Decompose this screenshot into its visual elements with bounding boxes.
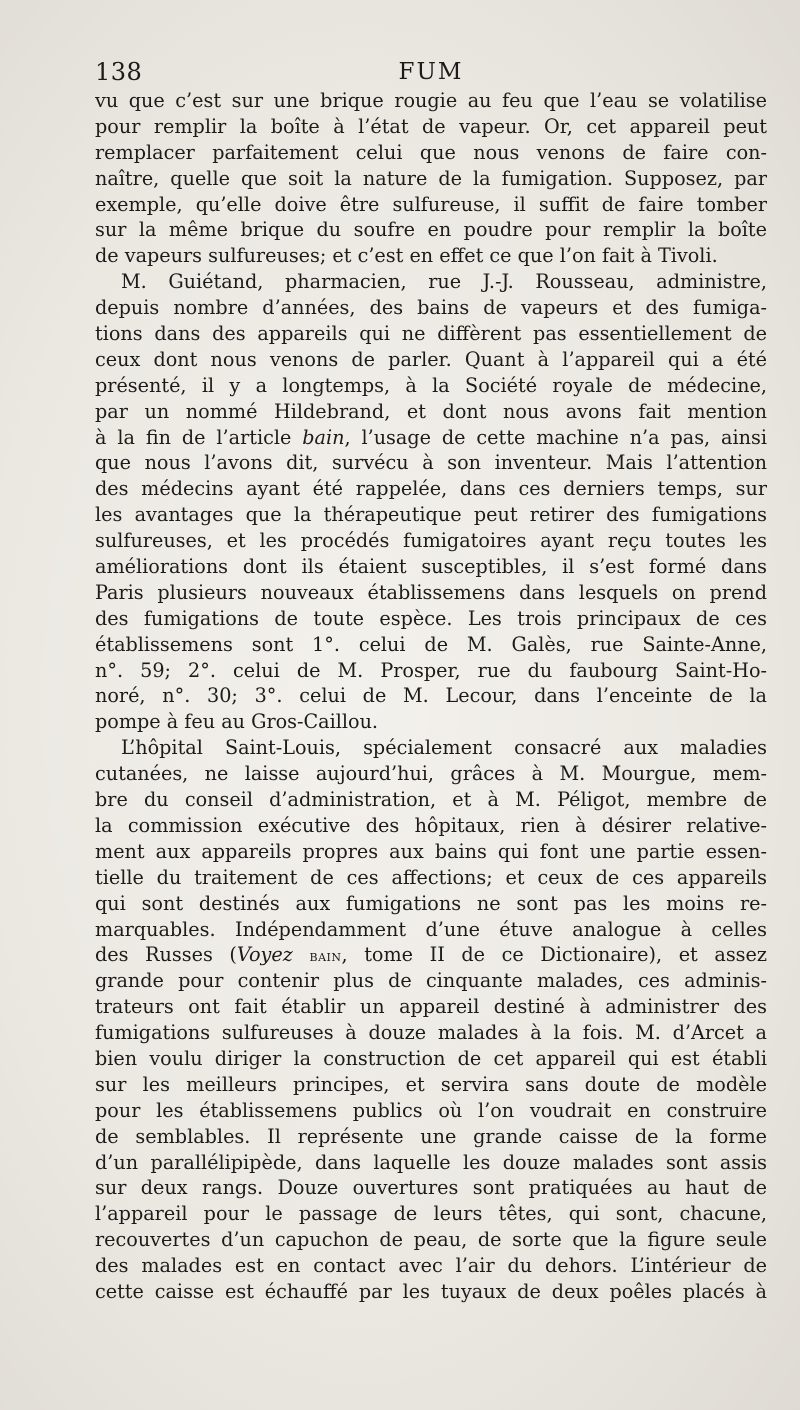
line-text: établissemens sont 1°. celui de M. Galès, rue Sainte-Anne, [95, 632, 767, 656]
text-line [95, 502, 767, 528]
body-text [95, 88, 767, 1305]
text-line [95, 994, 767, 1020]
italic-term: Voyez [236, 943, 293, 967]
line-text: , l’usage de cette machine n’a pas, ainsi [344, 425, 767, 449]
line-text: à la fin de l’article [95, 425, 303, 449]
line-text: sur les meilleurs principes, et servira sans doute de modèle [95, 1072, 767, 1096]
text-line [95, 476, 767, 502]
text-line [95, 1201, 767, 1227]
text-line [95, 166, 767, 192]
line-text: présenté, il y a longtemps, à la Société royale de médecine, [95, 373, 767, 397]
text-line [95, 114, 767, 140]
text-line [95, 140, 767, 166]
text-line [95, 528, 767, 554]
line-text: sur la même brique du soufre en poudre pour remplir la boîte [95, 218, 767, 242]
line-text: pompe à feu au Gros-Caillou. [95, 710, 379, 734]
text-line [95, 88, 767, 114]
text-line [95, 683, 767, 709]
line-text: L’hôpital Saint-Louis, spécialement consacré aux maladies [121, 736, 767, 760]
line-text: exemple, qu’elle doive être sulfureuse, il suffit de faire tomber [95, 192, 767, 216]
text-line [95, 1072, 767, 1098]
line-text: marquables. Indépendamment d’une étuve analogue à celles [95, 917, 767, 941]
text-line [95, 399, 767, 425]
line-text: de semblables. Il représente une grande caisse de la forme [95, 1124, 767, 1148]
text-line [95, 632, 767, 658]
text-line [95, 813, 767, 839]
text-line [95, 554, 767, 580]
line-text: grande pour contenir plus de cinquante malades, ces adminis- [95, 969, 767, 993]
line-text: ment aux appareils propres aux bains qui font une partie essen- [95, 839, 767, 863]
text-line [95, 1046, 767, 1072]
text-line [95, 1279, 767, 1305]
text-line [95, 1253, 767, 1279]
text-line [95, 658, 767, 684]
text-line [95, 347, 767, 373]
line-text: des malades est en contact avec l’air du dehors. L’intérieur de [95, 1254, 767, 1278]
line-text: , tome II de ce Dictionaire), et assez [341, 943, 767, 967]
line-text: sur deux rangs. Douze ouvertures sont pratiquées au haut de [95, 1176, 767, 1200]
line-text: l’appareil pour le passage de leurs têtes, qui sont, chacune, [95, 1202, 767, 1226]
line-text: bien voulu diriger la construction de cet appareil qui est établi [95, 1046, 767, 1070]
text-line [95, 735, 767, 761]
text-line [95, 709, 767, 735]
line-text: naître, quelle que soit la nature de la fumigation. Supposez, par [95, 166, 767, 190]
line-text: améliorations dont ils étaient susceptibles, il s’est formé dans [95, 555, 767, 579]
smallcaps-term: bain [309, 946, 342, 966]
line-text: la commission exécutive des hôpitaux, rien à désirer relative- [95, 813, 767, 837]
text-line [95, 1150, 767, 1176]
text-line [95, 606, 767, 632]
running-head: FUM [398, 59, 464, 85]
text-line [95, 450, 767, 476]
line-text: fumigations sulfureuses à douze malades à la fois. M. d’Arcet a [95, 1021, 767, 1045]
text-line [95, 1227, 767, 1253]
page-header [95, 56, 767, 90]
text-line [95, 373, 767, 399]
line-text: des Russes ( [95, 943, 237, 967]
line-text: trateurs ont fait établir un appareil destiné à administrer des [95, 995, 767, 1019]
line-text: Paris plusieurs nouveaux établissemens dans lesquels on prend [95, 580, 767, 604]
text-line [95, 580, 767, 606]
text-line [95, 321, 767, 347]
text-line [95, 865, 767, 891]
line-text: ceux dont nous venons de parler. Quant à l’appareil qui a été [95, 347, 767, 371]
text-line [95, 968, 767, 994]
line-text: des médecins ayant été rappelée, dans ces derniers temps, sur [95, 477, 767, 501]
line-text: bre du conseil d’administration, et à M. Péligot, membre de [95, 788, 767, 812]
text-line [95, 243, 767, 269]
text-line [95, 761, 767, 787]
line-text: les avantages que la thérapeutique peut retirer des fumigations [95, 503, 767, 527]
line-text: que nous l’avons dit, survécu à son inventeur. Mais l’attention [95, 451, 767, 475]
line-text: cette caisse est échauffé par les tuyaux de deux poêles placés à [95, 1279, 767, 1303]
text-line [95, 425, 767, 451]
line-text: M. Guiétand, pharmacien, rue J.-J. Rousseau, administre, [121, 270, 767, 294]
line-text: d’un parallélipipède, dans laquelle les douze malades sont assis [95, 1150, 767, 1174]
text-line [95, 295, 767, 321]
line-text: par un nommé Hildebrand, et dont nous avons fait mention [95, 399, 767, 423]
line-text: n°. 59; 2°. celui de M. Prosper, rue du faubourg Saint-Ho- [95, 658, 767, 682]
text-line [95, 1124, 767, 1150]
line-text: pour remplir la boîte à l’état de vapeur. Or, cet appareil peut [95, 114, 767, 138]
line-text: vu que c’est sur une brique rougie au feu que l’eau se volatilise [95, 89, 767, 112]
text-line [95, 787, 767, 813]
text-line [95, 917, 767, 943]
line-text: recouvertes d’un capuchon de peau, de sorte que la figure seule [95, 1228, 767, 1252]
line-text: tielle du traitement de ces affections; et ceux de ces appareils [95, 865, 767, 889]
text-line [95, 942, 767, 968]
text-line [95, 269, 767, 295]
text-line [95, 192, 767, 218]
line-text: tions dans des appareils qui ne diffèrent pas essentiellement de [95, 322, 767, 346]
line-text: qui sont destinés aux fumigations ne sont pas les moins re- [95, 891, 767, 915]
line-text: de vapeurs sulfureuses; et c’est en effet ce que l’on fait à Tivoli. [95, 244, 718, 268]
line-text: pour les établissemens publics où l’on voudrait en construire [95, 1098, 767, 1122]
text-line [95, 217, 767, 243]
text-line [95, 1020, 767, 1046]
text-line [95, 1175, 767, 1201]
line-text: cutanées, ne laisse aujourd’hui, grâces à M. Mourgue, mem- [95, 762, 767, 786]
text-line [95, 839, 767, 865]
line-text: remplacer parfaitement celui que nous venons de faire con- [95, 140, 767, 164]
italic-term: bain [302, 425, 345, 449]
page-number: 138 [95, 58, 143, 86]
text-line [95, 1098, 767, 1124]
line-text: sulfureuses, et les procédés fumigatoires ayant reçu toutes les [95, 529, 767, 553]
line-text: noré, n°. 30; 3°. celui de M. Lecour, dans l’enceinte de la [95, 684, 767, 708]
line-text: des fumigations de toute espèce. Les trois principaux de ces [95, 606, 767, 630]
text-line [95, 891, 767, 917]
line-text: depuis nombre d’années, des bains de vapeurs et des fumiga- [95, 296, 767, 320]
